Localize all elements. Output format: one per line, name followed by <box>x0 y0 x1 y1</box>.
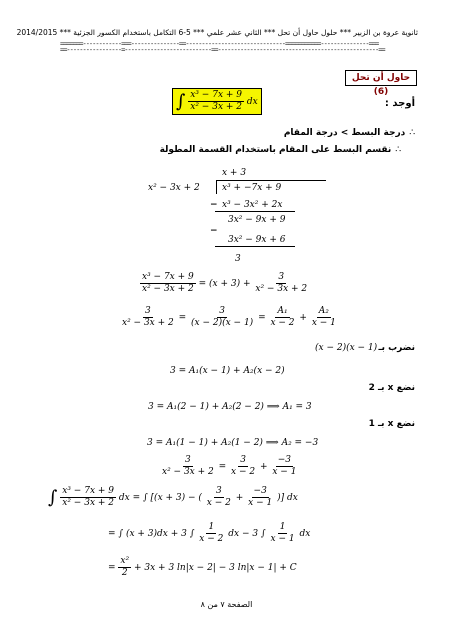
division-dividend: x³ + −7x + 9 <box>222 183 282 193</box>
division-remainder1: 3x² − 9x + 9 <box>228 215 286 225</box>
header-divider: =======------------===---------------==-------------------------------===========---------------=== <box>60 40 379 48</box>
degree-note: ∴درجة البسط > درجة المقام <box>283 128 415 138</box>
equation-identity: 3 = A₁(x − 1) + A₂(x − 2) <box>170 366 285 376</box>
division-bar <box>216 180 326 181</box>
equation-a2: 3 = A₁(1 − 1) + A₂(1 − 2) ⟹ A₂ = −3 <box>147 438 319 448</box>
page-number: الصفحة ٧ من ٨ <box>200 600 253 609</box>
integral-rewrite: ∫ $\frac{\text{x³ − 7x + 9}}{\text{x² − 3x + 2}}$ dx = ∫ [(x + 3) − ( $\frac{3}{x - 2}$ + $\frac{-3}{x - 1}$ )] dx <box>48 486 298 508</box>
multiply-label: نضرب بـ <box>378 343 415 353</box>
header-divider-2: ==-----------------=---------------------------==--------------------------------------------------== <box>60 46 385 54</box>
minus-sign: − <box>210 200 218 210</box>
division-divisor: x² − 3x + 2 <box>148 183 200 193</box>
equation-partial-fractions: $\frac{3}{\text{x² − 3x + 2}}$ = $\frac{3}{(x - 2)(x - 1)}$ = $\frac{\text{A₁}}{x - 2}$ + $\frac{\text{A₂}}{x - 1}$ <box>122 306 336 328</box>
division-bracket <box>216 180 217 194</box>
find-label: أوجد : <box>384 98 415 109</box>
division-rule <box>215 211 295 212</box>
exercise-title: حاول أن تحل (6) <box>345 70 417 86</box>
division-rule <box>215 246 295 247</box>
division-quotient: x + 3 <box>222 168 247 178</box>
substitute-1-label: نضع x بـ 1 <box>368 419 415 429</box>
division-note: ∴نقسم البسط على المقام باستخدام القسمة المطولة <box>159 145 401 155</box>
equation-decomposition: $\frac{3}{\text{x² − 3x + 2}}$ = $\frac{3}{x - 2}$ + $\frac{-3}{x - 1}$ <box>162 455 297 477</box>
find-expression: ∫ $\frac{\text{x³ − 7x + 9}}{\text{x² − 3x + 2}}$ dx <box>172 88 262 115</box>
minus-sign: − <box>210 226 218 236</box>
equation-a1: 3 = A₁(2 − 1) + A₂(2 − 2) ⟹ A₁ = 3 <box>148 402 312 412</box>
division-step2: 3x² − 9x + 6 <box>228 235 286 245</box>
division-remainder: 3 <box>235 254 241 264</box>
division-step1: x³ − 3x² + 2x <box>222 200 283 210</box>
substitute-2-label: نضع x بـ 2 <box>368 383 415 393</box>
integral-split: = ∫ (x + 3)dx + 3 ∫ $\frac{1}{x - 2}$ dx − 3 ∫ $\frac{1}{x - 1}$ dx <box>108 522 311 544</box>
equation-quotient-form: $\frac{\text{x³ − 7x + 9}}{\text{x² − 3x + 2}}$ = (x + 3) + $\frac{3}{\text{x² − 3x + 2}}$ <box>142 272 308 294</box>
integral-result: = $\frac{\text{x²}}{2}$ + 3x + 3 ln|x − 2| − 3 ln|x − 1| + C <box>108 556 297 578</box>
page-header: ثانوية عروة بن الزبير *** حلول حاول أن تحل *** الثاني عشر علمي *** 5-6 التكامل باستخدام الكسور الجزئية *** 2014/2015 <box>16 28 418 37</box>
multiply-expression: (x − 2)(x − 1) <box>315 343 378 353</box>
